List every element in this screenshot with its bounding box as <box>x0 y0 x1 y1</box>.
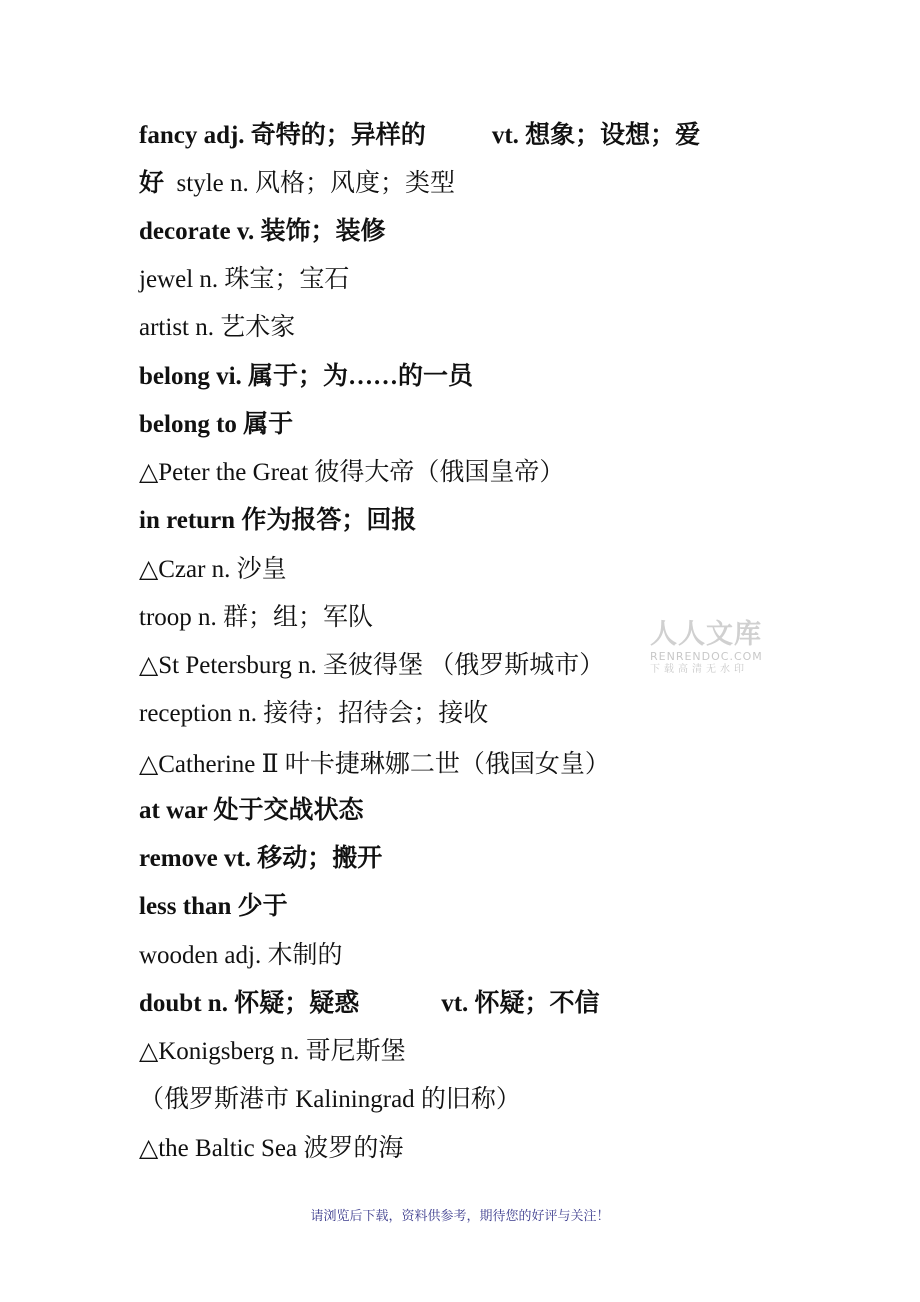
vocab-entry-konigsberg: △Konigsberg n. 哥尼斯堡 <box>139 1038 406 1065</box>
vocab-entry-st-petersburg: △St Petersburg n. 圣彼得堡 （俄罗斯城市） <box>139 652 605 679</box>
watermark-url: RENRENDOC.COM <box>650 650 763 663</box>
vocab-entry-reception: reception n. 接待；招待会；接收 <box>139 700 489 727</box>
watermark-slogan: 下载高清无水印 <box>650 664 748 675</box>
vocab-entry-artist: artist n. 艺术家 <box>139 314 296 341</box>
vocab-entry-troop: troop n. 群；组；军队 <box>139 604 374 631</box>
vocab-entry-remove: remove vt. 移动；搬开 <box>139 845 383 872</box>
entry-text: fancy adj. 奇特的；异样的 <box>139 122 426 149</box>
watermark-logo <box>650 620 775 684</box>
vocab-entry-at-war: at war 处于交战状态 <box>139 797 364 824</box>
vocab-entry-peter-the-great: △Peter the Great 彼得大帝（俄国皇帝） <box>139 459 565 486</box>
vocab-entry-doubt <box>139 989 799 1019</box>
vocab-entry-in-return: in return 作为报答；回报 <box>139 507 417 534</box>
vocab-entry-wooden: wooden adj. 木制的 <box>139 942 343 969</box>
entry-text: 好 <box>139 170 165 197</box>
entry-text-secondary: style n. 风格；风度；类型 <box>176 170 455 197</box>
vocab-entry-konigsberg-note: （俄罗斯港市 Kaliningrad 的旧称） <box>139 1086 521 1113</box>
vocab-entry-less-than: less than 少于 <box>139 893 288 920</box>
vocab-entry-decorate: decorate v. 装饰；装修 <box>139 218 386 245</box>
vocab-entry-czar: △Czar n. 沙皇 <box>139 556 287 583</box>
footer-note: 请浏览后下载，资料供参考，期待您的好评与关注！ <box>310 1209 610 1224</box>
entry-text-secondary: vt. 怀疑；不信 <box>441 990 600 1017</box>
vocab-entry-fancy <box>139 121 799 151</box>
entry-text: doubt n. 怀疑；疑惑 <box>139 990 360 1017</box>
vocab-entry-jewel: jewel n. 珠宝；宝石 <box>139 266 350 293</box>
vocab-entry-style <box>139 169 799 199</box>
watermark-name: 人人文库 <box>650 619 762 650</box>
vocab-entry-belong: belong vi. 属于；为……的一员 <box>139 363 474 390</box>
vocab-entry-catherine: △Catherine Ⅱ 叶卡捷琳娜二世（俄国女皇） <box>139 751 610 778</box>
entry-text-secondary: vt. 想象；设想；爱 <box>491 122 701 149</box>
vocab-entry-baltic-sea: △the Baltic Sea 波罗的海 <box>139 1135 404 1162</box>
vocab-entry-belong-to: belong to 属于 <box>139 411 294 438</box>
